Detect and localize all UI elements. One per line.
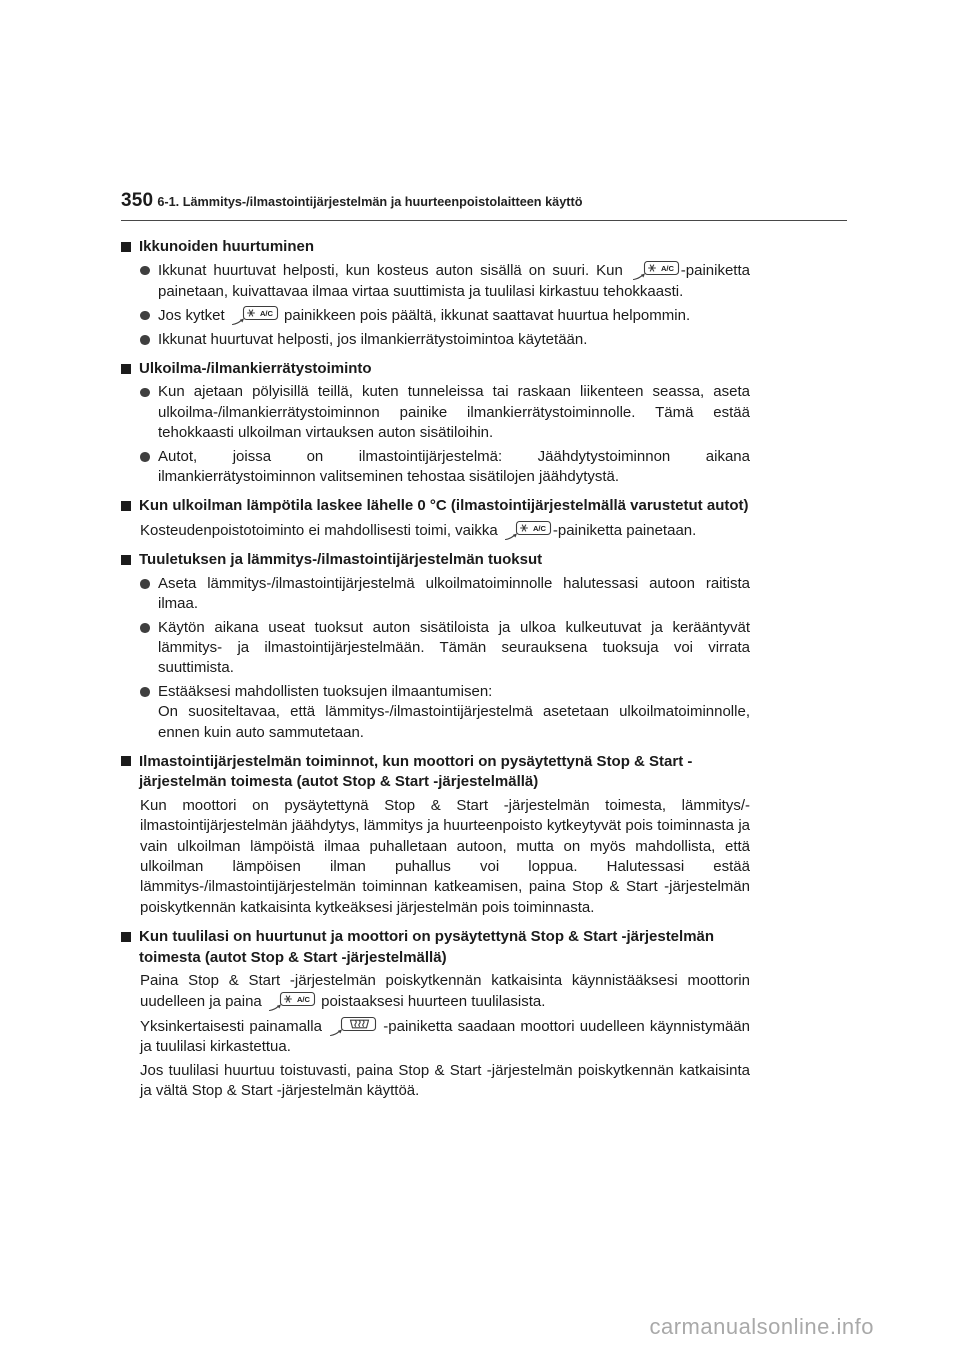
section-title <box>121 359 750 379</box>
text-run: Paina Stop & Start -järjestelmän poiskytkennän katkaisinta käynnistääksesi moottorin uudelleen ja paina <box>140 972 750 1011</box>
circle-bullet-icon <box>140 452 150 462</box>
square-bullet-icon <box>121 364 131 374</box>
paragraph <box>140 1061 750 1102</box>
windshield-defrost-button-icon <box>328 1016 377 1037</box>
page-number: 350 <box>121 190 154 211</box>
square-bullet-icon <box>121 932 131 942</box>
section-ac-functions-stop-start <box>121 752 750 918</box>
bullet-item <box>140 447 750 488</box>
square-bullet-icon <box>121 555 131 565</box>
text-run: Jos tuulilasi huurtuu toistuvasti, paina Stop & Start -järjestelmän poiskytkennän katkaisinta ja vältä Stop & Start -järjestelmän käyttöä. <box>140 1061 750 1100</box>
section-title-text: Tuuletuksen ja lämmitys-/ilmastointijärjestelmän tuoksut <box>139 551 543 569</box>
ac-button-label: A/C <box>296 995 310 1005</box>
circle-bullet-icon <box>140 266 150 276</box>
paragraph <box>140 1016 750 1058</box>
circle-bullet-icon <box>140 579 150 589</box>
ac-button-label: A/C <box>259 309 273 319</box>
watermark: carmanualsonline.info <box>649 1314 874 1339</box>
page-header <box>121 190 847 212</box>
section-title-text: Kun tuulilasi on huurtunut ja moottori on pysäytettynä Stop & Start -järjestelmän toimesta (autot Stop & Start -järjestelmällä) <box>139 928 715 966</box>
ac-button-icon <box>230 305 279 326</box>
text-run: Kun ajetaan pölyisillä teillä, kuten tunneleissa tai raskaan liikenteen seassa, aseta ulkoilma-/ilmankierrätystoiminnon painike ilmankierrätystoiminnolle. Tämä estää tehokkaasti ulkoilman virtauksen auton sisätiloihin. <box>158 383 750 442</box>
text-run: Kun moottori on pysäytettynä Stop & Start -järjestelmän toimesta, lämmitys/-ilmastointijärjestelmän jäähdytys, lämmitys ja huurteenpoisto kytkeytyvät pois toiminnasta ja vain ulkoilman lämpöistä ilmaa puhalletaan autoon, mutta on myös mahdollista, että ulkoilman lämpöisen ilman puhallus voi loppua. Halutessasi estää lämmitys-/ilmastointijärjestelmän toiminnan katkeamisen, paina Stop & Start -järjestelmän poiskytkennän katkaisinta kytkeäksesi järjestelmän pois toiminnasta. <box>140 796 750 916</box>
bullet-item <box>140 574 750 615</box>
text-run: Ikkunat huurtuvat helposti, jos ilmankierrätystoimintoa käytetään. <box>158 330 588 348</box>
ac-button-label: A/C <box>660 264 674 274</box>
bullet-item <box>140 305 750 326</box>
text-run: painikkeen pois päältä, ikkunat saattavat huurtua helpommin. <box>279 307 691 325</box>
paragraph <box>140 796 750 918</box>
bullet-item <box>140 682 750 743</box>
page-content <box>121 190 847 1104</box>
section-ventilation-odors <box>121 550 750 743</box>
section-title <box>121 550 750 570</box>
header-rule <box>121 220 847 221</box>
bullet-item <box>140 330 750 350</box>
text-run: Aseta lämmitys-/ilmastointijärjestelmä ulkoilmatoiminnolle halutessasi autoon raitista ilmaa. <box>158 574 750 613</box>
section-title <box>121 237 750 257</box>
section-title-text: Ilmastointijärjestelmän toiminnot, kun moottori on pysäytettynä Stop & Start -järjestelmän toimesta (autot Stop & Start -järjestelmällä) <box>139 752 693 791</box>
text-run: -painiketta painetaan, kuivattavaa ilmaa virtaa suuttimista ja tuulilasi kirkastuu tehokkaasti. <box>158 262 750 300</box>
ac-button-icon <box>631 260 680 281</box>
section-title <box>121 496 750 516</box>
text-run: Estääksesi mahdollisten tuoksujen ilmaantumisen: <box>158 682 493 700</box>
section-outside-temperature-near-zero <box>121 496 750 541</box>
text-run: On suositeltavaa, että lämmitys-/ilmastointijärjestelmä asetetaan ulkoilmatoiminnolle, ennen kuin auto sammutetaan. <box>158 703 750 741</box>
body-column <box>121 237 750 1101</box>
text-run: Kosteudenpoistotoiminto ei mahdollisesti toimi, vaikka <box>140 521 502 539</box>
text-run: -painiketta painetaan. <box>552 521 697 539</box>
ac-button-label: A/C <box>532 523 546 533</box>
circle-bullet-icon <box>140 687 150 697</box>
bullet-item <box>140 260 750 302</box>
text-run: Autot, joissa on ilmastointijärjestelmä: Jäähdytystoiminnon aikana ilmankierrätystoiminnon valitseminen tehostaa sisätilojen jäähdytystä. <box>158 447 750 486</box>
section-title-text: Ikkunoiden huurtuminen <box>139 238 314 255</box>
paragraph <box>140 520 750 541</box>
section-title-text: Ulkoilma-/ilmankierrätystoiminto <box>139 360 372 378</box>
circle-bullet-icon <box>140 335 150 345</box>
chapter-header: 6-1. Lämmitys-/ilmastointijärjestelmän ja huurteenpoistolaitteen käyttö <box>157 195 583 209</box>
text-run: Käytön aikana useat tuoksut auton sisätiloista ja ulkoa kulkeutuvat ja kerääntyvät lämmitys- ja ilmastointijärjestelmään. Tämän seurauksena tuoksuja voi virrata suuttimista. <box>158 618 750 677</box>
section-title <box>121 752 750 793</box>
section-window-fogging <box>121 237 750 350</box>
text-run: poistaaksesi huurteen tuulilasista. <box>316 993 546 1011</box>
ac-button-icon <box>267 991 316 1012</box>
section-title <box>121 927 750 968</box>
section-windshield-fogged-stop-start <box>121 927 750 1101</box>
text-run: Jos kytket <box>158 307 229 325</box>
circle-bullet-icon <box>140 623 150 633</box>
bullet-item <box>140 618 750 679</box>
section-title-text: Kun ulkoilman lämpötila laskee lähelle 0 °C (ilmastointijärjestelmällä varustetut autot) <box>139 497 749 515</box>
text-run: Ikkunat huurtuvat helposti, kun kosteus auton sisällä on suuri. Kun <box>158 262 630 280</box>
square-bullet-icon <box>121 756 131 766</box>
paragraph <box>140 971 750 1013</box>
text-run: Yksinkertaisesti painamalla <box>140 1017 328 1035</box>
square-bullet-icon <box>121 501 131 511</box>
ac-button-icon <box>503 520 552 541</box>
circle-bullet-icon <box>140 311 150 321</box>
square-bullet-icon <box>121 242 131 252</box>
bullet-item <box>140 382 750 443</box>
text-run: -painiketta saadaan moottori uudelleen käynnistymään ja tuulilasi kirkastettua. <box>140 1017 750 1056</box>
circle-bullet-icon <box>140 388 150 398</box>
section-outside-recirculated-air <box>121 359 750 487</box>
